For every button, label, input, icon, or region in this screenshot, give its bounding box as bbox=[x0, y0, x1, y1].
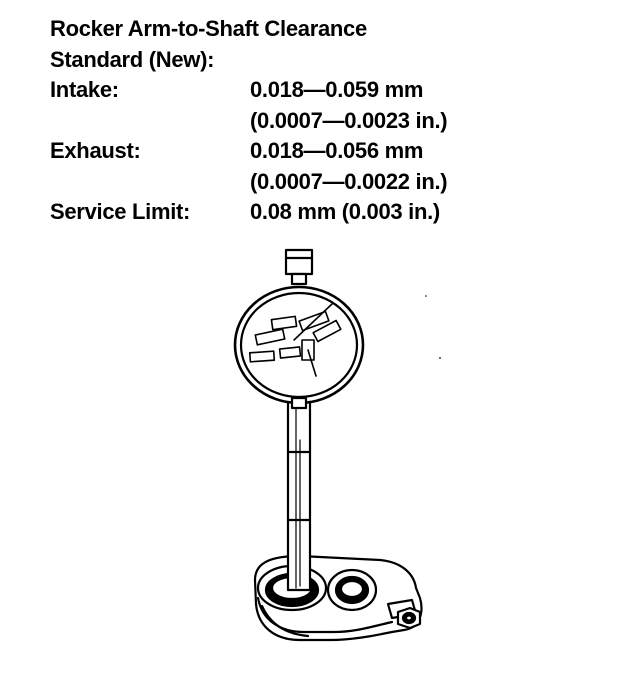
service-limit-value: 0.08 mm (0.003 in.) bbox=[250, 199, 440, 224]
rocker-arm bbox=[255, 556, 421, 640]
exhaust-value-mm: 0.018—0.056 mm bbox=[250, 138, 424, 163]
intake-inch-row bbox=[50, 106, 510, 137]
clearance-spec bbox=[50, 14, 510, 228]
dial-bore-gauge-in-rocker-arm-icon bbox=[200, 240, 460, 660]
gauge-dial bbox=[235, 250, 363, 408]
intake-label: Intake: bbox=[50, 77, 119, 102]
intake-value-in: (0.0007—0.0023 in.) bbox=[250, 107, 448, 133]
exhaust-label: Exhaust: bbox=[50, 138, 141, 163]
exhaust-inch-row bbox=[50, 167, 510, 198]
gauge-rod bbox=[288, 392, 310, 590]
service-limit-label: Service Limit: bbox=[50, 199, 191, 224]
exhaust-value-in: (0.0007—0.0022 in.) bbox=[250, 168, 448, 194]
exhaust-row bbox=[50, 136, 510, 167]
intake-row bbox=[50, 75, 510, 106]
service-limit-row bbox=[50, 197, 510, 228]
intake-value-mm: 0.018—0.059 mm bbox=[250, 77, 424, 102]
spec-subtitle: Standard (New): bbox=[50, 46, 215, 72]
spec-title: Rocker Arm-to-Shaft Clearance bbox=[50, 16, 367, 41]
